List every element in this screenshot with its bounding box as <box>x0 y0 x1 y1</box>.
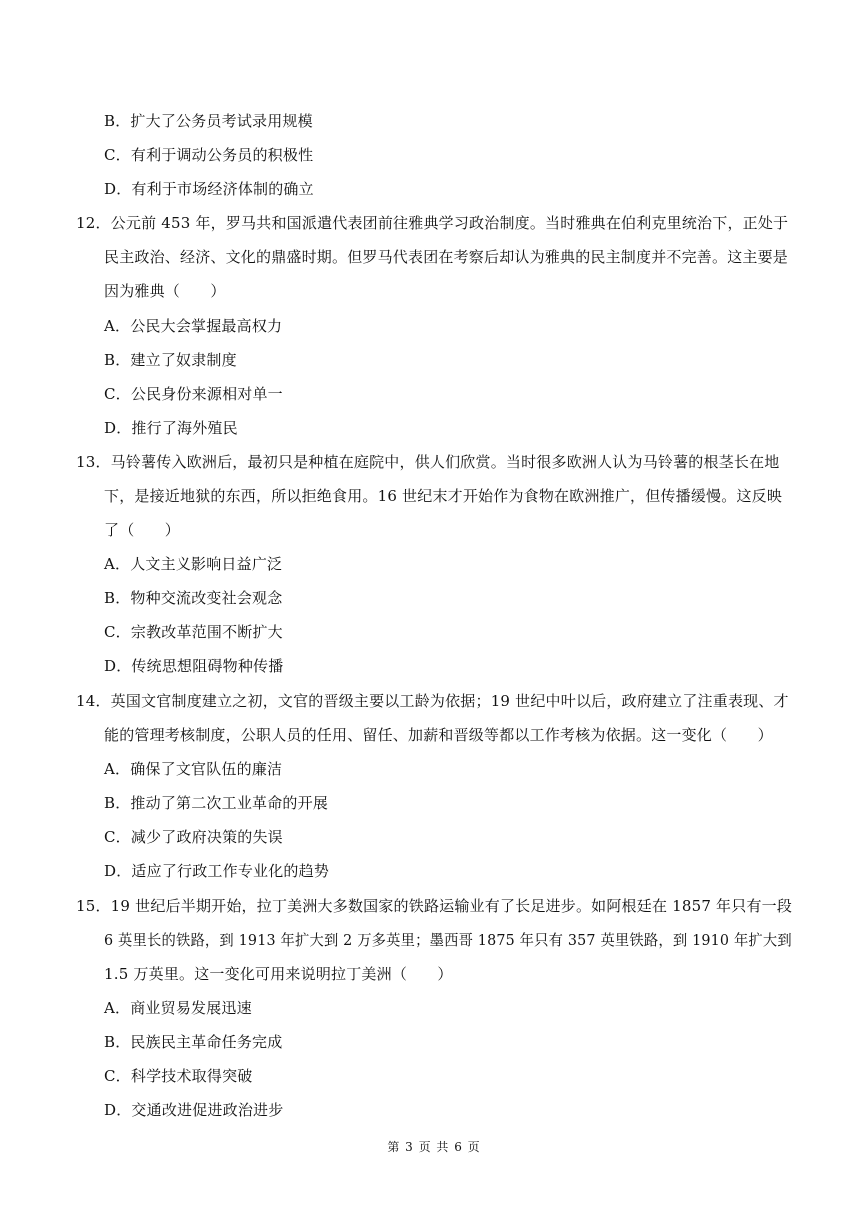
question-13-line-3: 了（ ） <box>104 521 181 539</box>
question-13-line-1: 13．马铃薯传入欧洲后，最初只是种植在庭院中，供人们欣赏。当时很多欧洲人认为马铃薯的根茎长在地 <box>76 453 780 471</box>
question-15-option-d: D．交通改进促进政治进步 <box>104 1101 284 1119</box>
question-12-line-3: 因为雅典（ ） <box>104 282 226 300</box>
option-c-prev: C．有利于调动公务员的积极性 <box>104 146 314 164</box>
question-12-option-a: A．公民大会掌握最高权力 <box>104 317 283 335</box>
option-d-prev: D．有利于市场经济体制的确立 <box>104 180 314 198</box>
question-15-line-1: 15．19 世纪后半期开始，拉丁美洲大多数国家的铁路运输业有了长足进步。如阿根廷在 1857 年只有一段 <box>76 897 793 915</box>
question-15-option-c: C．科学技术取得突破 <box>104 1067 253 1085</box>
question-12-option-c: C．公民身份来源相对单一 <box>104 385 283 403</box>
question-15-line-3: 1.5 万英里。这一变化可用来说明拉丁美洲（ ） <box>104 965 453 983</box>
question-14-option-d: D．适应了行政工作专业化的趋势 <box>104 862 330 880</box>
question-13-option-b: B．物种交流改变社会观念 <box>104 589 283 607</box>
question-14-option-b: B．推动了第二次工业革命的开展 <box>104 794 329 812</box>
page-footer: 第 3 页 共 6 页 <box>387 1140 481 1154</box>
question-14-line-1: 14．英国文官制度建立之初，文官的晋级主要以工龄为依据；19 世纪中叶以后，政府建立了注重表现、才 <box>76 692 789 710</box>
question-14-line-2: 能的管理考核制度，公职人员的任用、留任、加薪和晋级等都以工作考核为依据。这一变化（ ） <box>104 726 773 744</box>
question-12-line-2: 民主政治、经济、文化的鼎盛时期。但罗马代表团在考察后却认为雅典的民主制度并不完善。这主要是 <box>104 248 789 266</box>
question-15-option-a: A．商业贸易发展迅速 <box>104 999 252 1017</box>
question-13-line-2: 下，是接近地狱的东西，所以拒绝食用。16 世纪末才开始作为食物在欧洲推广，但传播缓慢。这反映 <box>104 487 783 505</box>
question-15-option-b: B．民族民主革命任务完成 <box>104 1033 283 1051</box>
question-12-line-1: 12．公元前 453 年，罗马共和国派遣代表团前往雅典学习政治制度。当时雅典在伯利克里统治下，正处于 <box>76 214 789 232</box>
question-12-option-d: D．推行了海外殖民 <box>104 419 238 437</box>
question-15-line-2: 6 英里长的铁路，到 1913 年扩大到 2 万多英里；墨西哥 1875 年只有 357 英里铁路，到 1910 年扩大到 <box>104 931 792 949</box>
question-14-option-a: A．确保了文官队伍的廉洁 <box>104 760 283 778</box>
option-b-prev: B．扩大了公务员考试录用规模 <box>104 112 313 130</box>
question-13-option-c: C．宗教改革范围不断扩大 <box>104 623 283 641</box>
question-14-option-c: C．减少了政府决策的失误 <box>104 828 283 846</box>
question-13-option-a: A．人文主义影响日益广泛 <box>104 555 283 573</box>
question-12-option-b: B．建立了奴隶制度 <box>104 351 237 369</box>
question-13-option-d: D．传统思想阻碍物种传播 <box>104 657 284 675</box>
